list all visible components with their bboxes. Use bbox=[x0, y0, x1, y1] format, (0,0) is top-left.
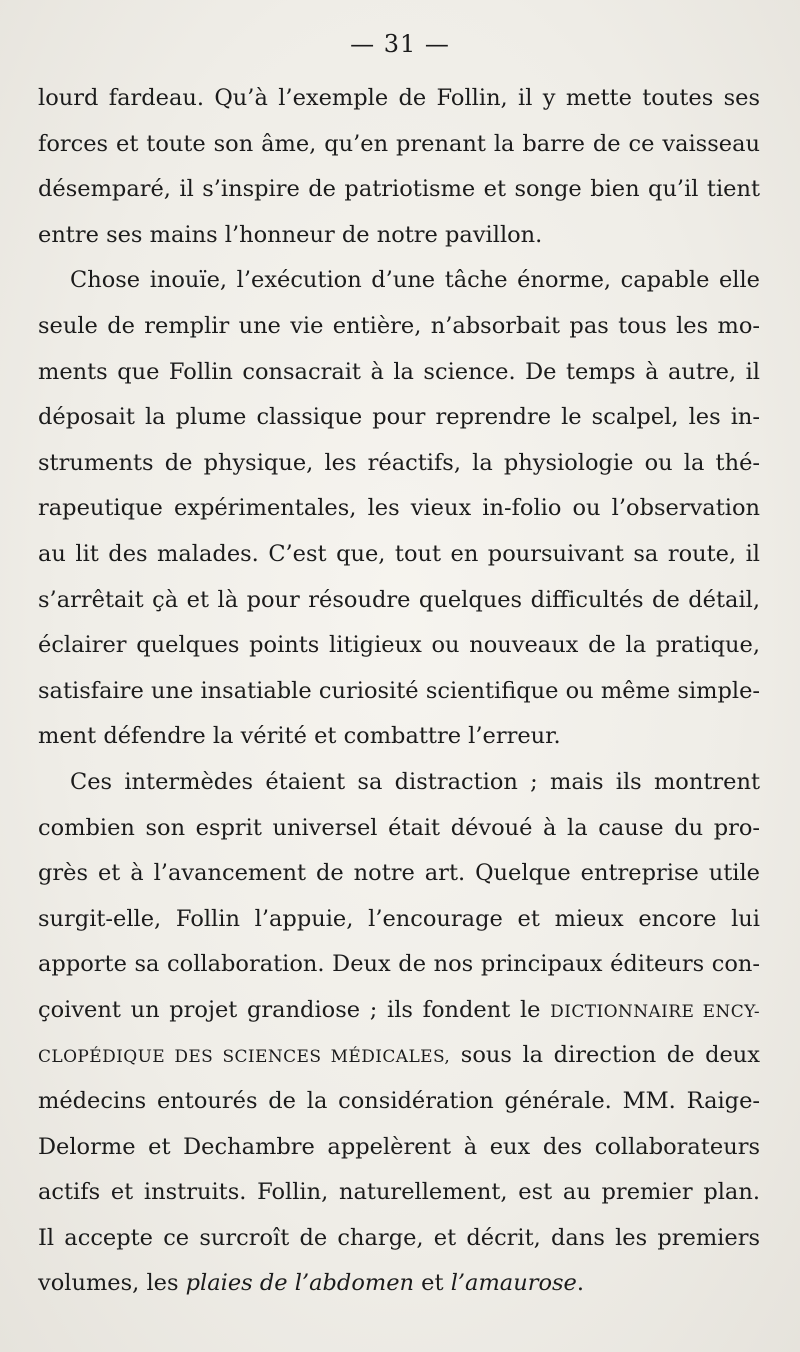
text-line: apporte sa collaboration. Deux de nos principaux éditeurs con- bbox=[38, 951, 760, 978]
text-line: surgit-elle, Follin l’appuie, l’encourage et mieux encore lui bbox=[38, 905, 760, 932]
text-line: combien son esprit universel était dévoué à la cause du pro- bbox=[38, 814, 760, 841]
text-line: seule de remplir une vie entière, n’absorbait pas tous les mo- bbox=[38, 312, 760, 339]
text-line: entre ses mains l’honneur de notre pavillon. bbox=[38, 221, 543, 248]
paragraph-2 bbox=[38, 258, 760, 760]
text-line: au lit des malades. C’est que, tout en poursuivant sa route, il bbox=[38, 540, 760, 567]
dictionary-title-smallcaps: CLOPÉDIQUE DES SCIENCES MÉDICALES, bbox=[38, 1047, 451, 1068]
text-line: ments que Follin consacrait à la science. De temps à autre, il bbox=[38, 358, 760, 385]
text-line: satisfaire une insatiable curiosité scientifique ou même simple- bbox=[38, 677, 760, 704]
text-line: forces et toute son âme, qu’en prenant la barre de ce vaisseau bbox=[38, 130, 760, 157]
text-line: grès et à l’avancement de notre art. Quelque entreprise utile bbox=[38, 860, 760, 887]
text-line: Delorme et Dechambre appelèrent à eux des collaborateurs bbox=[38, 1133, 760, 1160]
dictionary-title-smallcaps: DICTIONNAIRE ENCY- bbox=[550, 1001, 761, 1022]
line-text: . bbox=[576, 1270, 585, 1297]
line-text: sous la direction de deux bbox=[450, 1042, 760, 1069]
text-line: actifs et instruits. Follin, naturellement, est au premier plan. bbox=[38, 1179, 760, 1206]
text-line: ment défendre la vérité et combattre l’erreur. bbox=[38, 723, 561, 750]
text-line: rapeutique expérimentales, les vieux in-folio ou l’observation bbox=[38, 495, 760, 522]
text-line: Il accepte ce surcroît de charge, et décrit, dans les premiers bbox=[38, 1224, 760, 1251]
page-number: — 31 — bbox=[350, 30, 450, 58]
text-line: éclairer quelques points litigieux ou nouveaux de la pratique, bbox=[38, 632, 760, 659]
text-line bbox=[38, 1033, 760, 1079]
paragraph-1 bbox=[38, 76, 760, 258]
text-line: déposait la plume classique pour reprendre le scalpel, les in- bbox=[38, 404, 760, 431]
text-line bbox=[38, 1261, 760, 1307]
text-line: lourd fardeau. Qu’à l’exemple de Follin, il y mette toutes ses bbox=[38, 85, 760, 111]
paragraph-3 bbox=[38, 760, 760, 1307]
text-line: struments de physique, les réactifs, la physiologie ou la thé- bbox=[38, 449, 760, 476]
text-line bbox=[38, 988, 760, 1034]
text-line: Ces intermèdes étaient sa distraction ; mais ils montrent bbox=[70, 768, 760, 795]
body-text bbox=[38, 76, 760, 1307]
line-text: volumes, les bbox=[38, 1270, 186, 1297]
text-line: Chose inouïe, l’exécution d’une tâche énorme, capable elle bbox=[70, 267, 760, 294]
line-text: çoivent un projet grandiose ; ils fondent le bbox=[38, 996, 551, 1023]
text-line: médecins entourés de la considération générale. MM. Raige- bbox=[38, 1088, 760, 1115]
italic-title: plaies de l’abdomen bbox=[185, 1270, 415, 1297]
line-text: et bbox=[414, 1270, 451, 1297]
text-line: s’arrêtait çà et là pour résoudre quelques difficultés de détail, bbox=[38, 586, 760, 613]
text-line: désemparé, il s’inspire de patriotisme et songe bien qu’il tient bbox=[38, 176, 760, 203]
italic-title: l’amaurose bbox=[450, 1270, 577, 1297]
